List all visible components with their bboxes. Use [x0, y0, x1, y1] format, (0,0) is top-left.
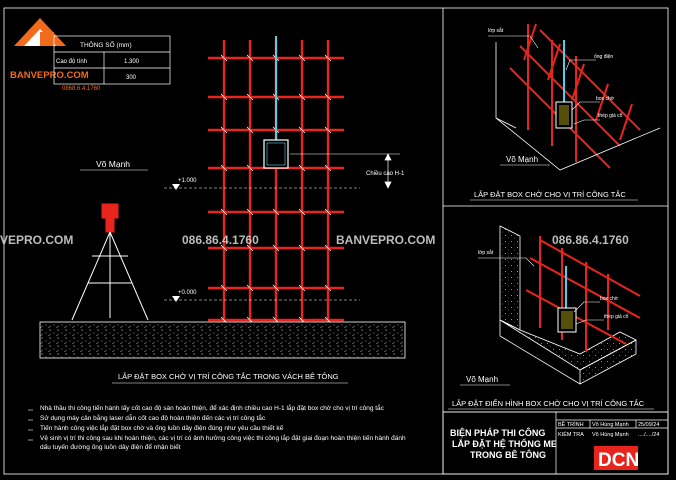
- logo-brand: BANVEPRO.COM: [10, 70, 89, 81]
- svg-text:Võ Mạnh: Võ Mạnh: [96, 159, 131, 169]
- tb-role-2: KIỂM TRA: [558, 432, 584, 438]
- notes-bullets: [28, 410, 33, 440]
- top-right-leaders: [488, 36, 600, 124]
- top-right-caption: LẮP ĐẶT BOX CHỜ CHO VỊ TRÍ CÔNG TẮC: [474, 190, 626, 199]
- param-row-2-value: 300: [126, 75, 137, 81]
- label-clip-top: thép giá cổ: [598, 113, 623, 119]
- param-table-header: THÔNG SỐ (mm): [80, 42, 132, 49]
- watermark-left: VEPRO.COM: [0, 233, 74, 247]
- brand-logo: [10, 18, 101, 92]
- watermark-band: [0, 233, 629, 247]
- logo-phone: 0868.6.4.1760: [62, 86, 101, 92]
- note-1: Nhà thầu thi công tiến hành lấy cốt cao độ sàn hoàn thiện, để xác định chiều cao H-1 lắp đặt box chờ cho vị trí công tắc: [40, 405, 384, 412]
- label-layer-bottom: lớp sắt: [478, 250, 494, 256]
- company-logo: [594, 446, 639, 471]
- param-row-1-value: 1.300: [124, 59, 140, 65]
- tb-name-1: Võ Hùng Mạnh: [592, 422, 629, 428]
- author-label-bottom-right: [460, 375, 510, 385]
- company-name: DCN: [598, 450, 640, 471]
- note-4: Vệ sinh vị trí thi công sau khi hoàn thiện, các vị trí có ảnh hưởng công việc thi công lắp đặt giai đoạn hoàn thiện tiến hành đánh: [40, 435, 406, 442]
- note-2: Sử dụng máy cân bằng laser dẫn cốt cao độ hoàn thiện đến các vị trí công tắc: [40, 415, 266, 422]
- tb-date-1: 25/09/24: [638, 422, 660, 428]
- left-view-caption: LẮP ĐẶT BOX CHỜ VỊ TRÍ CÔNG TẮC TRONG VÁCH BÊ TÔNG: [118, 372, 339, 381]
- level-1000-label: +1.000: [178, 178, 197, 184]
- bottom-right-caption: LẮP ĐẶT ĐIỂN HÌNH BOX CHỜ CHO VỊ TRÍ CÔNG TẮC: [452, 399, 645, 408]
- title-line-2: LẮP ĐẶT HỆ THỐNG ME: [452, 439, 557, 449]
- height-dimension-label: Chiều cao H-1: [366, 171, 405, 177]
- svg-text:Võ Mạnh: Võ Mạnh: [506, 155, 539, 164]
- tb-date-2: ..../..../24: [638, 432, 660, 438]
- switch-box: [264, 140, 288, 168]
- floor-slab: [40, 322, 405, 358]
- note-3: Tiến hành công việc lắp đặt box chờ và ống luồn dây điện đúng như yêu cầu thiết kế: [40, 425, 284, 432]
- watermark-phone-left: 086.86.4.1760: [182, 233, 259, 247]
- label-box-bottom: box chờ: [600, 296, 619, 302]
- note-5: dấu tuyến đường ống luồn dây điện để nhận biết: [40, 444, 181, 451]
- label-clip-bottom: thép giá cổ: [604, 314, 629, 320]
- author-label-top-right: [500, 155, 550, 165]
- top-right-wall-outline: [496, 42, 660, 170]
- label-layer-top: lớp sắt: [488, 28, 504, 34]
- title-line-1: BIỆN PHÁP THI CÔNG: [450, 428, 546, 438]
- author-label-left: [80, 159, 148, 170]
- laser-level-tripod: [72, 204, 148, 320]
- svg-text:Võ Mạnh: Võ Mạnh: [466, 375, 499, 384]
- label-box-top: box chờ: [596, 96, 615, 102]
- label-conduit-top: ống điện: [594, 54, 614, 60]
- title-line-3: TRONG BÊ TÔNG: [470, 450, 546, 460]
- tb-role-1: BỀ TRÌNH: [558, 422, 584, 428]
- level-0000-label: +0.000: [178, 290, 197, 296]
- param-row-1-label: Cao độ tính: [56, 59, 88, 65]
- top-right-rebar: [510, 24, 640, 168]
- watermark-phone-right: 086.86.4.1760: [552, 233, 629, 247]
- tb-name-2: Võ Hùng Mạnh: [592, 432, 629, 438]
- watermark-center: BANVEPRO.COM: [336, 233, 436, 247]
